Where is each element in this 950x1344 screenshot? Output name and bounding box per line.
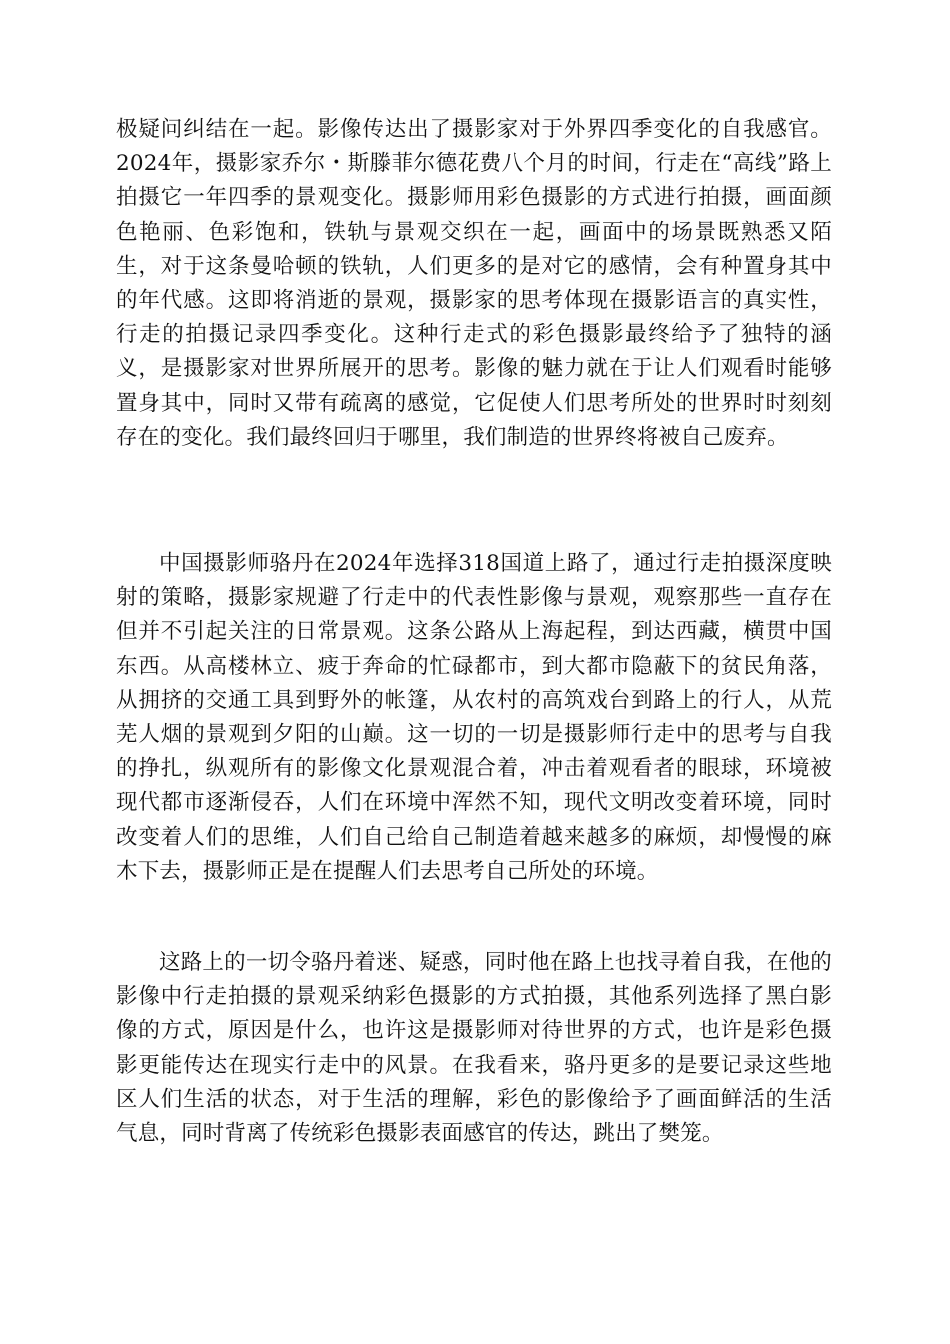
paragraph-text: 这路上的一切令骆丹着迷、疑惑，同时他在路上也找寻着自我，在他的影像中行走拍摄的景观采纳彩色摄影的方式拍摄，其他系列选择了黑白影像的方式，原因是什么，也许这是摄影师对待世界的方式，也许是彩色摄影更能传达在现实行走中的风景。在我看来，骆丹更多的是要记录这些地区人们生活的状态，对于生活的理解，彩色的影像给予了画面鲜活的生活气息，同时背离了传统彩色摄影表面感官的传达，跳出了樊笼。 [116, 950, 832, 1147]
paragraph-text: 极疑问纠结在一起。影像传达出了摄影家对于外界四季变化的自我感官。2024年，摄影家乔尔・斯滕菲尔德花费八个月的时间，行走在“高线”路上拍摄它一年四季的景观变化。摄影师用彩色摄影的方式进行拍摄，画面颜色艳丽、色彩饱和，铁轨与景观交织在一起，画面中的场景既熟悉又陌生，对于这条曼哈顿的铁轨，人们更多的是对它的感情，会有种置身其中的年代感。这即将消逝的景观，摄影家的思考体现在摄影语言的真实性，行走的拍摄记录四季变化。这种行走式的彩色摄影最终给予了独特的涵义，是摄影家对世界所展开的思考。影像的魅力就在于让人们观看时能够置身其中，同时又带有疏离的感觉，它促使人们思考所处的世界时时刻刻存在的变化。我们最终回归于哪里，我们制造的世界终将被自己废弃。 [116, 117, 832, 450]
paragraph [116, 946, 832, 1151]
paragraph [116, 547, 832, 889]
paragraph-continued [116, 113, 832, 455]
paragraph-text: 中国摄影师骆丹在2024年选择318国道上路了，通过行走拍摄深度映射的策略，摄影家规避了行走中的代表性影像与景观，观察那些一直存在但并不引起关注的日常景观。这条公路从上海起程，到达西藏，横贯中国东西。从高楼林立、疲于奔命的忙碌都市，到大都市隐蔽下的贫民角落，从拥挤的交通工具到野外的帐篷，从农村的高筑戏台到路上的行人，从荒芜人烟的景观到夕阳的山巅。这一切的一切是摄影师行走中的思考与自我的挣扎，纵观所有的影像文化景观混合着，冲击着观看者的眼球，环境被现代都市逐渐侵吞，人们在环境中浑然不知，现代文明改变着环境，同时改变着人们的思维，人们自己给自己制造着越来越多的麻烦，却慢慢的麻木下去，摄影师正是在提醒人们去思考自己所处的环境。 [116, 551, 832, 884]
